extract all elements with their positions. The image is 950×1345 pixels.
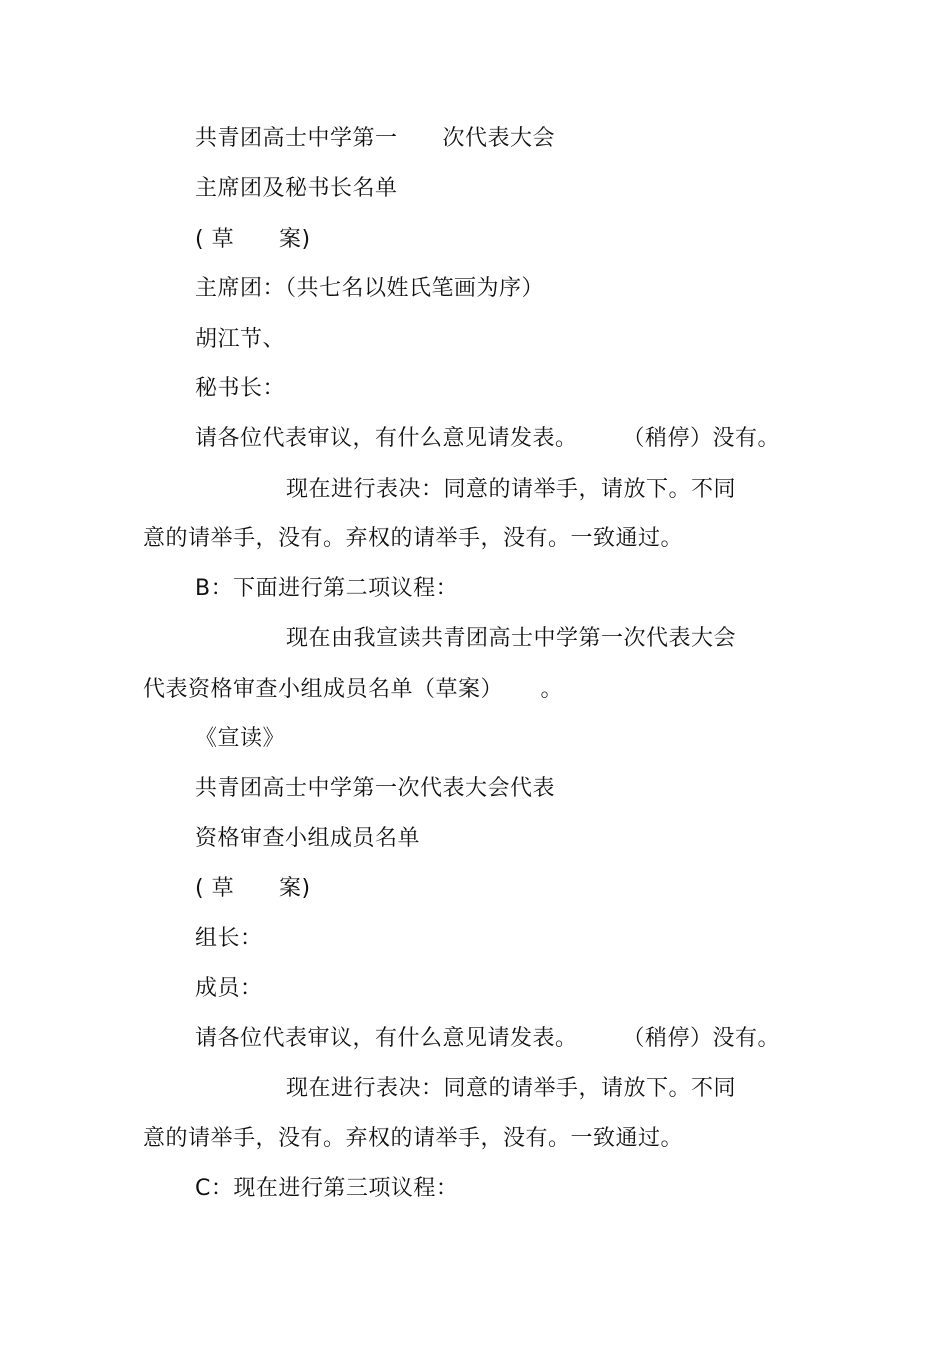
agenda-item-b: B：下面进行第二项议程： — [195, 576, 459, 601]
announcement-line2: 代表资格审查小组成员名单（草案） 。 — [143, 677, 563, 702]
announcement-line1: 现在由我宣读共青团高士中学第一次代表大会 — [286, 626, 737, 651]
secretary-general-heading: 秘书长： — [195, 376, 286, 401]
group-leader-heading: 组长： — [195, 926, 263, 951]
draft-label: ( 草 案) — [195, 227, 311, 252]
draft-label: ( 草 案) — [195, 876, 311, 901]
reading-marker: 《宣读》 — [195, 726, 286, 751]
vote-text-line2: 意的请举手，没有。弃权的请举手，没有。一致通过。 — [143, 526, 684, 551]
presidium-member: 胡江节、 — [195, 327, 286, 352]
group-members-heading: 成员： — [195, 976, 263, 1001]
review-group-title-line1: 共青团高士中学第一次代表大会代表 — [195, 776, 556, 801]
review-prompt: 请各位代表审议，有什么意见请发表。 （稍停）没有。 — [195, 426, 780, 451]
vote-text-line1: 现在进行表决：同意的请举手，请放下。不同 — [286, 477, 737, 502]
congress-title-line: 共青团高士中学第一 次代表大会 — [195, 126, 555, 151]
review-group-title-line2: 资格审查小组成员名单 — [195, 826, 421, 851]
vote-text-line2: 意的请举手，没有。弃权的请举手，没有。一致通过。 — [143, 1126, 684, 1151]
agenda-item-c: C：现在进行第三项议程： — [195, 1176, 459, 1201]
presidium-heading: 主席团：（共七名以姓氏笔画为序） — [195, 276, 545, 301]
vote-text-line1: 现在进行表决：同意的请举手，请放下。不同 — [286, 1076, 737, 1101]
presidium-title-line: 主席团及秘书长名单 — [195, 176, 398, 201]
review-prompt: 请各位代表审议，有什么意见请发表。 （稍停）没有。 — [195, 1026, 780, 1051]
